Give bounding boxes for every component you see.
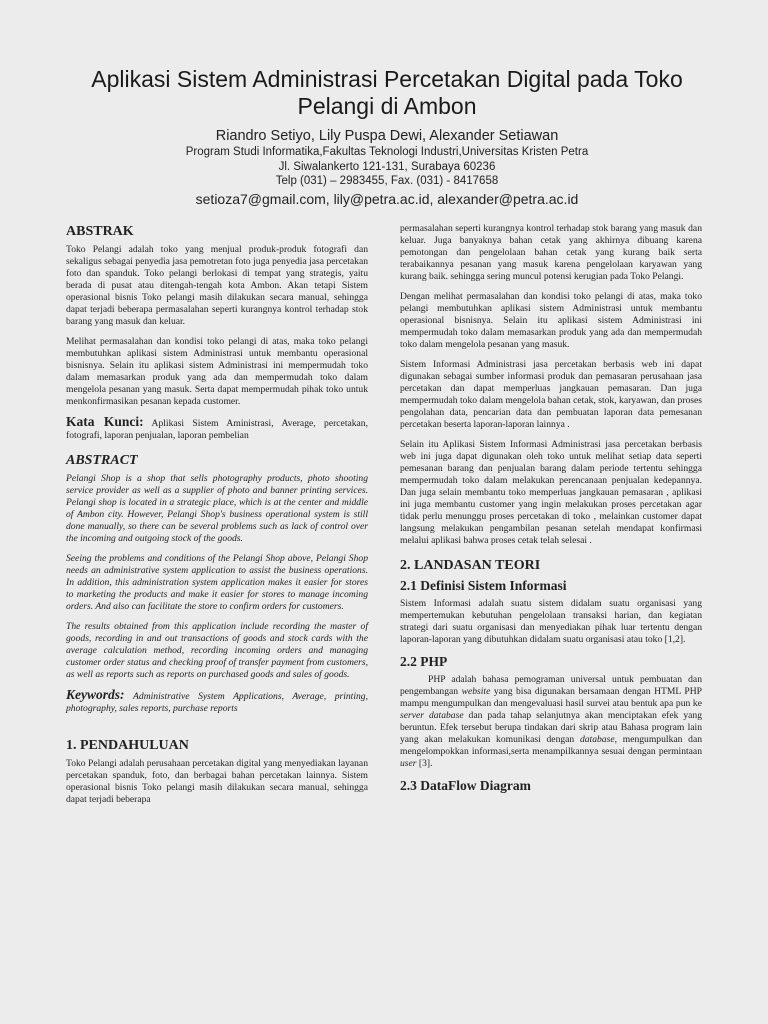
body-paragraph: permasalahan seperti kurangnya kontrol terhadap stok barang yang masuk dan keluar. Juga banyaknya bahan cetak yang akhirnya dibuang karena pemotongan dan pengelolaan bahan cetak yang kurang baik serta terabaikannya pesanan yang masuk karena pengelolaan karyawan yang kurang baik. sehingga sering muncul potensi kerugian pada Toko Pelangi. [400,222,702,282]
abstract-paragraph: Seeing the problems and conditions of the Pelangi Shop above, Pelangi Shop needs an administrative system application to assist the business operations. In addition, this administration system application makes it easier for stores to marketing the products and make it easier for stores to manage incoming orders. And also can facilitate the store to confirm orders for customers. [66,552,368,612]
right-column [400,223,702,814]
affiliation-line-3: Telp (031) – 2983455, Fax. (031) - 8417658 [275,175,499,187]
keywords [66,686,369,715]
keywords-label: Keywords: [66,686,125,702]
abstract-paragraph: The results obtained from this application include recording the master of goods, recording in and out transactions of goods and stock cards with the average calculation method, recording incoming orders and managing customer order status and checking proof of transfer payment from customers, as well as reports such as reports on purchased goods and sales of goods. [66,620,368,680]
pendahuluan-heading: 1. PENDAHULUAN [66,737,189,753]
kata-kunci-text: Aplikasi Sistem Aministrasi, Average, percetakan, fotografi, laporan penjualan, laporan pembelian [66,417,368,441]
abstrak-paragraph: Toko Pelangi adalah toko yang menjual produk-produk fotografi dan sekaligus sebagai penyedia jasa pemotretan foto juga penyedia jasa percetakan foto dan spanduk. Toko pelangi berlokasi di tempat yang strategis, yaitu berada di pusat atau ditengah-tengah kota Ambon. Akan tetapi Sistem operasional bisnis Toko pelangi masih dilakukan secara manual, sehingga dapat terjadi beberapa permasalahan seperti kurangnya kontrol terhadap stok barang yang masuk dan keluar. [66,243,368,327]
keywords-text: Administrative System Applications, Average, printing, photography, sales reports, purchase reports [66,690,369,714]
section-2-2-heading: 2.2 PHP [400,653,448,669]
abstract-heading: ABSTRACT [66,452,138,468]
abstrak-heading: ABSTRAK [66,223,134,239]
authors: Riandro Setiyo, Lily Puspa Dewi, Alexander Setiawan [215,128,559,144]
abstract-paragraph: Pelangi Shop is a shop that sells photography products, photo shooting service provider as well as a supplier of photo and banner printing services. Pelangi shop is located in a strategic place, which is at the center and middle of Ambon city. However, Pelangi Shop's business operational system is still done manually, so there can be several problems such as lack of control over the incoming and outgoing stock of the goods. [66,472,368,544]
body-paragraph: Selain itu Aplikasi Sistem Informasi Administrasi jasa percetakan berbasis web ini juga dapat digunakan oleh toko untuk melihat setiap data seperti pemesanan barang dan penjualan barang dalam periode tertentu sehingga mempermudah toko dalam melakukan perencanaan penjualan kedepannya. Dan juga selain membantu toko memperluas jangkauan pemasaran , aplikasi ini juga membantu customer yang ingin melakukan proses percetakan agar tidak perlu menunggu proses percetakan di toko , melainkan customer dapat langsung melakukan pengambilan pesanan setelah mendapat konfirmasi melalui aplikasi bahwa proses cetak telah selesai . [400,438,702,546]
section-2-1-heading: 2.1 Definisi Sistem Informasi [400,577,567,593]
section-2-3-heading: 2.3 DataFlow Diagram [400,777,531,793]
body-paragraph: Sistem Informasi Administrasi jasa percetakan berbasis web ini dapat digunakan sebagai sumber informasi produk dan pemasaran perusahaan jasa percetakan dan dapat memperluas jangkauan pemasaran. Dan juga mempermudah toko dalam mengelola bahan cetak, stok, karyawan, dan proses pengolahan data, pencarian data dan pembuatan laporan data pemesanan percetakan beserta laporan-laporan lainnya . [400,358,702,430]
body-paragraph: Sistem Informasi adalah suatu sistem didalam suatu organisasi yang mempertemukan kebutuhan pengelolaan transaksi harian, dan kegiatan strategi dari suatu organisasi dan menyediakan pihak luar tertentu dengan laporan-laporan yang dibutuhkan didalam suatu organisasi atau toko [1,2]. [400,597,702,645]
kata-kunci-label: Kata Kunci: [66,413,144,429]
affiliation-line-2: Jl. Siwalankerto 121-131, Surabaya 60236 [278,160,496,173]
pendahuluan-paragraph: Toko Pelangi adalah perusahaan percetakan digital yang menyediakan layanan percetakan spanduk, foto, dan berbagai bahan percetakan lainnya. Sistem operasional bisnis Toko pelangi masih dilakukan secara manual, sehingga dapat terjadi beberapa [66,757,368,805]
abstrak-paragraph: Melihat permasalahan dan kondisi toko pelangi di atas, maka toko pelangi membutuhkan aplikasi sistem Administrasi untuk membantu operasional bisnisnya. Selain itu aplikasi sistem Administrasi ini mempermudah toko dalam memasarkan produk yang ada dan mempermudah toko dalam mengelola pesanan yang masuk. Serta dapat mempermudah pihak toko untuk menkonfirmasikan pesanan kepada customer. [66,335,368,407]
body-paragraph: Dengan melihat permasalahan dan kondisi toko pelangi di atas, maka toko pelangi membutuhkan aplikasi sistem Administrasi untuk membantu operasional bisnisnya. Selain itu aplikasi sistem Administrasi ini mempermudah toko dalam memasarkan produk yang ada dan mempermudah toko dalam mengelola pesanan yang masuk. [400,290,702,350]
left-column [66,223,368,814]
paper-title: Aplikasi Sistem Administrasi Percetakan Digital pada Toko Pelangi di Ambon [91,66,683,119]
kata-kunci [66,413,368,442]
author-emails: setioza7@gmail.com, lily@petra.ac.id, alexander@petra.ac.id [195,190,579,207]
php-paragraph: PHP adalah bahasa pemograman universal untuk pembuatan dan pengembangan website yang bisa digunakan bersamaan dengan HTML PHP mampu mengumpulkan dan mengevaluasi hasil survei atau bentuk apa pun ke server database dan pada tahap selanjutnya akan menciptakan efek yang beruntun. Efek tersebut berupa tindakan dari skrip atau Bahasa program lain yang akan melakukan komunikasi dengan database, mengumpulkan dan mengelompokkan informasi,serta menampilkannya sesuai dengan permintaan user [3]. [400,673,703,769]
landasan-teori-heading: 2. LANDASAN TEORI [400,557,541,573]
two-column-body [66,223,708,814]
affiliation-line-1: Program Studi Informatika,Fakultas Teknologi Industri,Universitas Kristen Petra [185,146,589,158]
